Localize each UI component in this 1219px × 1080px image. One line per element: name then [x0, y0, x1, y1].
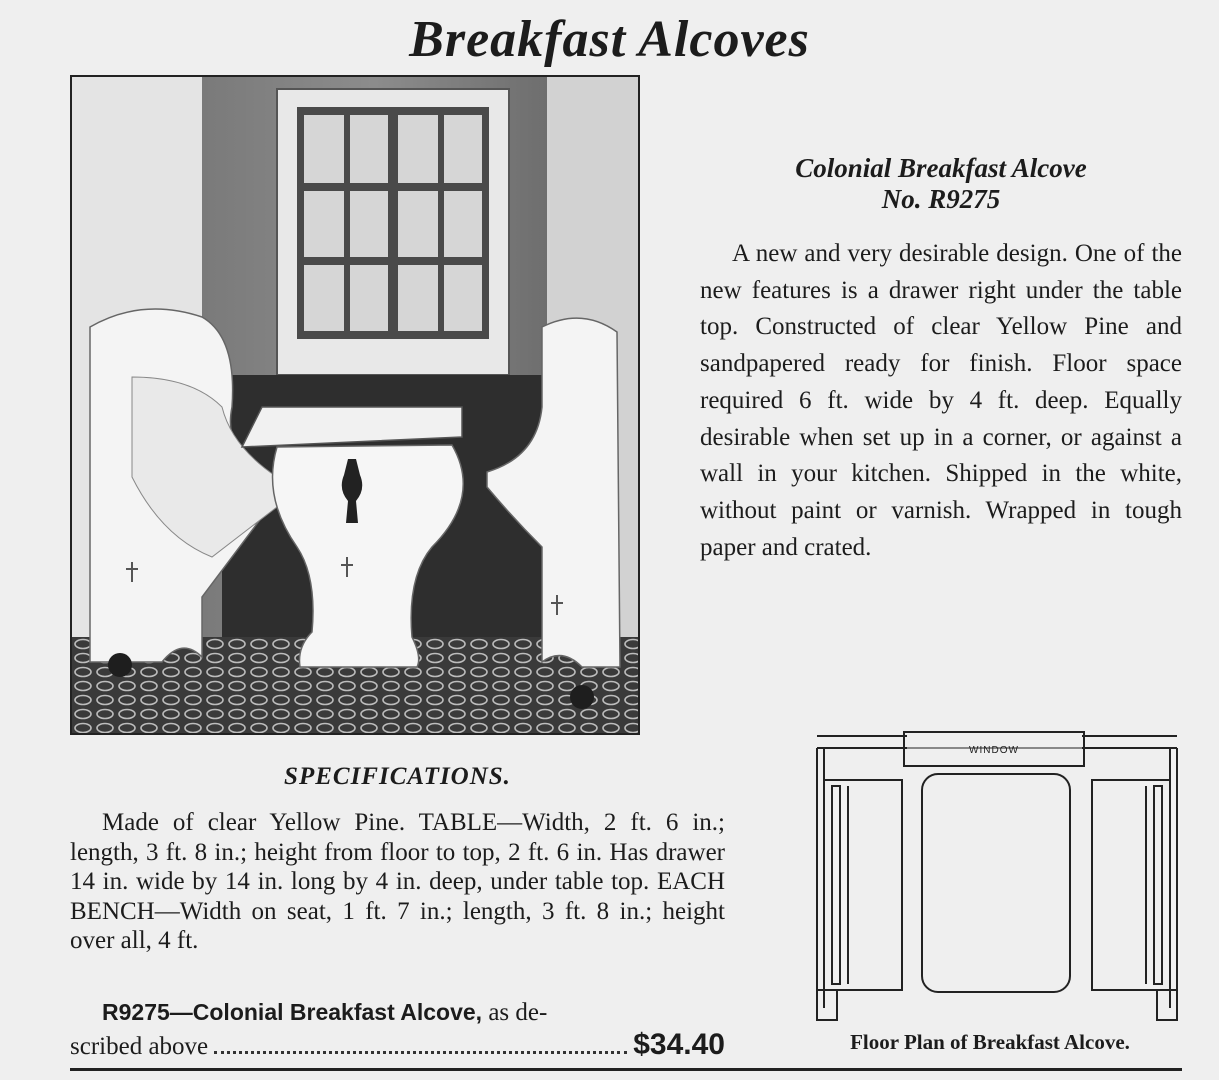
alcove-photo	[70, 75, 640, 735]
floor-plan-caption: Floor Plan of Breakfast Alcove.	[850, 1030, 1130, 1054]
page-title: Breakfast Alcoves	[409, 11, 810, 68]
order-desc-a: as de-	[488, 999, 548, 1026]
floor-plan-window-label: WINDOW	[969, 745, 1019, 756]
product-name: Colonial Breakfast Alcove	[795, 153, 1087, 183]
product-description: A new and very desirable design. One of the new features is a drawer right under the table top. Constructed of clear Yellow Pine and sandpapered ready for finish. Floor space required 6 ft. wide by 4 ft. deep. Equally desirable when set up in a corner, or against a wall in your kitchen. Shipped in the white, without paint or varnish. Wrapped in tough paper and crated.	[700, 240, 1182, 561]
order-item-name: R9275—Colonial Breakfast Alcove,	[102, 999, 483, 1025]
alcove-illustration	[72, 77, 638, 733]
specifications-text: Made of clear Yellow Pine. TABLE—Width, 2 ft. 6 in.; length, 3 ft. 8 in.; height from floor to top, 2 ft. 6 in. Has drawer 14 in. wide by 14 in. long by 4 in. deep, under table top. EACH BENCH—Width on seat, 1 ft. 7 in.; length, 3 ft. 8 in.; height over all, 4 ft.	[70, 809, 725, 954]
order-line	[70, 996, 725, 1063]
dot-leader	[214, 1051, 627, 1054]
price: $34.40	[633, 1028, 725, 1061]
floor-plan-diagram	[812, 728, 1182, 1028]
bottom-rule	[70, 1068, 1182, 1071]
specifications-heading: SPECIFICATIONS.	[284, 763, 511, 790]
order-desc-b: scribed above	[70, 1033, 209, 1060]
product-heading	[700, 153, 1182, 215]
product-number: No. R9275	[881, 184, 1001, 214]
